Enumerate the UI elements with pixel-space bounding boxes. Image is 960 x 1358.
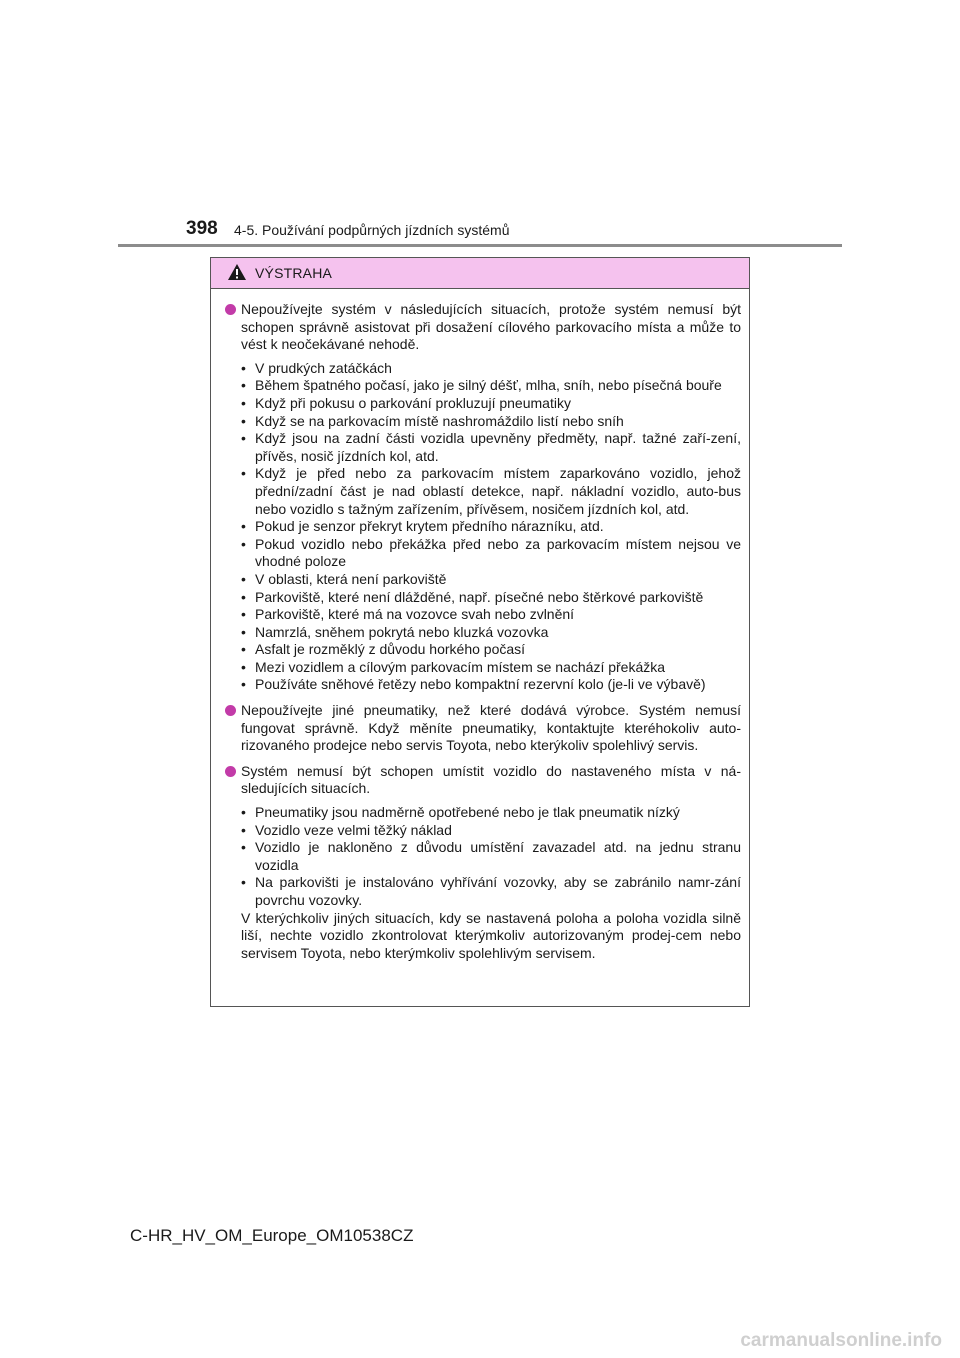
list-item: • V oblasti, která není parkoviště xyxy=(241,570,447,587)
document-code: C-HR_HV_OM_Europe_OM10538CZ xyxy=(130,1226,414,1245)
warning-title: VÝSTRAHA xyxy=(255,265,333,281)
warning-triangle-icon xyxy=(227,263,247,281)
round-bullet-icon xyxy=(225,766,236,777)
watermark: carmanualsonline.info xyxy=(740,1330,942,1351)
situation-list xyxy=(241,360,741,694)
list-item: • Parkoviště, které není dlážděné, např. písečné nebo štěrkové parkoviště xyxy=(241,588,704,605)
point-text: Nepoužívejte systém v následujících situacích, protože systém nemusí být schopen správně asistovat při dosažení cílového parkovacího místa a může to vést k neočekávané nehodě. xyxy=(241,301,741,353)
point-text: Systém nemusí být schopen umístit vozidlo do nastaveného místa v ná-sledujících situacích. xyxy=(241,762,741,797)
list-item: • Namrzlá, sněhem pokrytá nebo kluzká vozovka xyxy=(241,623,549,640)
warning-body xyxy=(211,289,749,962)
round-bullet-icon xyxy=(225,705,236,716)
list-item: • Na parkovišti je instalováno vyhřívání vozovky, aby se zabránilo namr-zání povrchu vozovky. xyxy=(241,874,741,908)
round-bullet-icon xyxy=(225,304,236,315)
list-item: • Když při pokusu o parkování prokluzují pneumatiky xyxy=(241,394,571,411)
list-item: • Když je před nebo za parkovacím místem zaparkováno vozidlo, jehož přední/zadní část je nad oblastí detekce, např. nákladní vozidlo, auto-bus nebo vozidlo s tažným zařízením, přívěsem, nosičem jízdních kol, atd. xyxy=(241,465,741,517)
list-item: • Asfalt je rozměklý z důvodu horkého počasí xyxy=(241,641,526,658)
list-item: • Vozidlo je nakloněno z důvodu umístění zavazadel atd. na jednu stranu vozidla xyxy=(241,839,741,873)
section-title: 4-5. Používání podpůrných jízdních systémů xyxy=(234,222,510,238)
situation-list xyxy=(241,804,741,910)
closing-note: V kterýchkoliv jiných situacích, kdy se nastavená poloha a poloha vozidla silně liší, nechte vozidlo zkontrolovat kterýmkoliv autorizovaným prodej-cem nebo servisem Toyota, nebo kterýmkoliv spolehlivým servisem. xyxy=(241,909,741,961)
list-item: • Parkoviště, které má na vozovce svah nebo zvlnění xyxy=(241,606,575,623)
list-item: • Vozidlo veze velmi těžký náklad xyxy=(241,821,452,838)
list-item: • Během špatného počasí, jako je silný déšť, mlha, sníh, nebo písečná bouře xyxy=(241,377,722,394)
warning-box xyxy=(210,257,750,1007)
list-item: • Pokud je senzor překryt krytem předního nárazníku, atd. xyxy=(241,518,604,535)
list-item: • V prudkých zatáčkách xyxy=(241,359,392,376)
list-item: • Když se na parkovacím místě nashromáždilo listí nebo sníh xyxy=(241,412,624,429)
point-text: Nepoužívejte jiné pneumatiky, než které dodává výrobce. Systém nemusí fungovat správně. Když měníte pneumatiky, kontaktujte kteréhokoliv auto-rizovaného prodejce nebo servis Toyota, nebo kterýkoliv spolehlivý servis. xyxy=(241,702,741,754)
list-item: • Pokud vozidlo nebo překážka před nebo za parkovacím místem nejsou ve vhodné poloze xyxy=(241,535,741,570)
list-item: • Pneumatiky jsou nadměrně opotřebené nebo je tlak pneumatik nízký xyxy=(241,804,680,821)
warning-point-2 xyxy=(223,702,741,755)
page-number: 398 xyxy=(186,218,218,239)
warning-point-3 xyxy=(223,763,741,963)
header-rule xyxy=(118,244,842,247)
warning-point-1 xyxy=(223,301,741,694)
list-item: • Používáte sněhové řetězy nebo kompaktní rezervní kolo (je-li ve výbavě) xyxy=(241,676,706,693)
list-item: • Když jsou na zadní části vozidla upevněny předměty, např. tažné zaří-zení, přívěs, nosič jízdních kol, atd. xyxy=(241,430,741,464)
list-item: • Mezi vozidlem a cílovým parkovacím místem se nachází překážka xyxy=(241,658,666,675)
warning-header xyxy=(211,258,749,289)
